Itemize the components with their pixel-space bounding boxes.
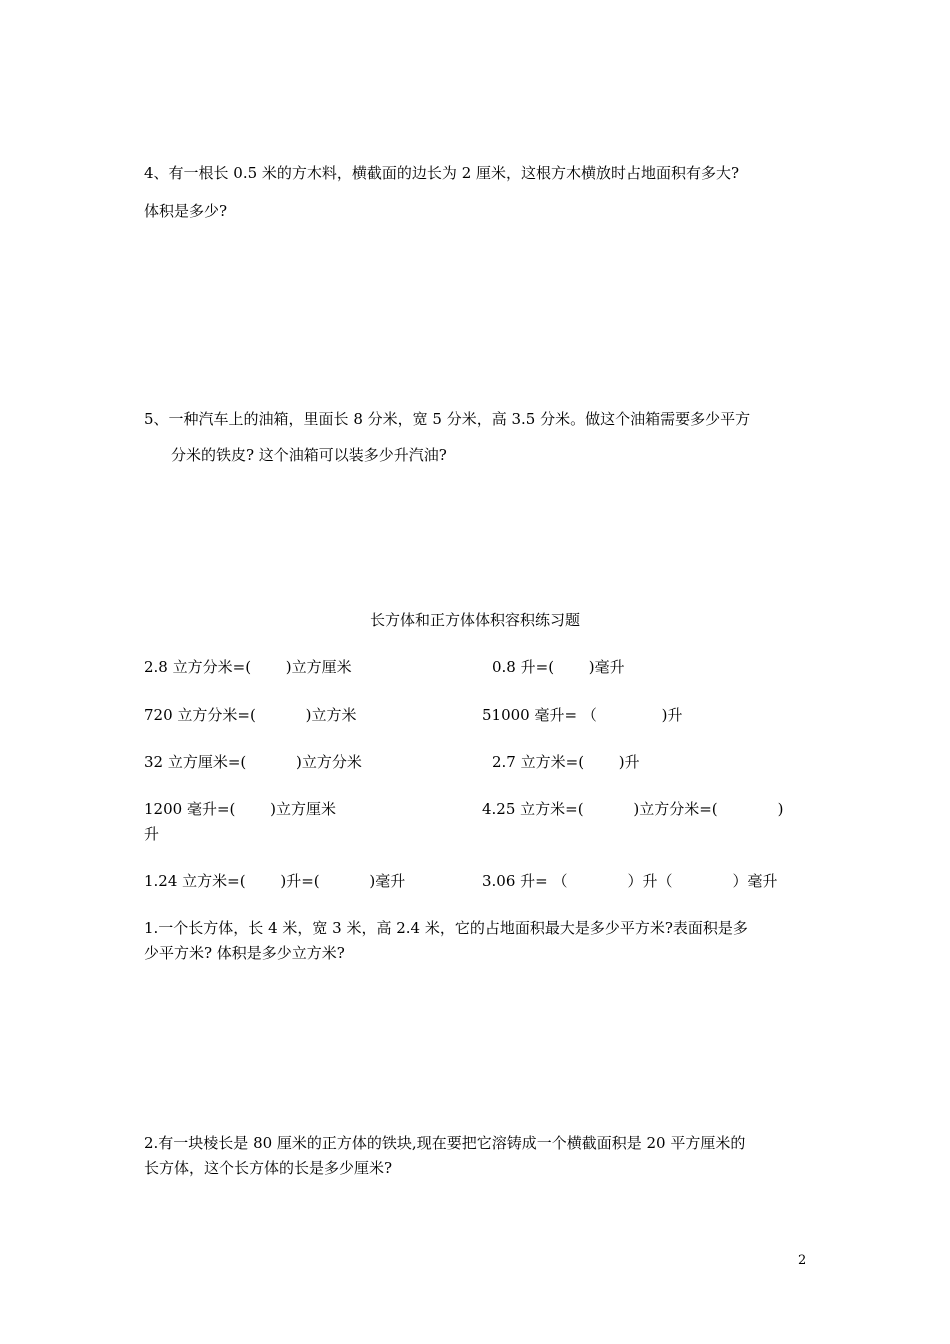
question-1-line-2: 少平方米? 体积是多少立方米? <box>144 944 345 962</box>
problem-5-line-1: 5、一种汽车上的油箱，里面长 8 分米，宽 5 分米，高 3.5 分米。做这个油箱需要多少平方 <box>144 410 751 428</box>
conversion-4-right: 4.25 立方米=( )立方分米=( ) <box>482 800 784 818</box>
problem-4-line-1: 4、有一根长 0.5 米的方木料，横截面的边长为 2 厘米，这根方木横放时占地面积有多大? <box>144 164 740 182</box>
conversion-3-right: 2.7 立方米=( )升 <box>492 753 640 771</box>
conversion-2-right: 51000 毫升= （ )升 <box>482 706 683 724</box>
conversion-4-left: 1200 毫升=( )立方厘米 <box>144 800 336 818</box>
conversion-1-left: 2.8 立方分米=( )立方厘米 <box>144 658 352 676</box>
conversion-4-wrap: 升 <box>144 825 160 843</box>
problem-4-line-2: 体积是多少? <box>144 202 228 220</box>
conversion-3-left: 32 立方厘米=( )立方分米 <box>144 753 362 771</box>
question-2-line-1: 2.有一块棱长是 80 厘米的正方体的铁块,现在要把它溶铸成一个横截面积是 20 平方厘米的 <box>144 1134 746 1152</box>
question-1-line-1: 1.一个长方体，长 4 米，宽 3 米，高 2.4 米，它的占地面积最大是多少平方米?表面积是多 <box>144 919 748 937</box>
conversion-1-right: 0.8 升=( )毫升 <box>492 658 625 676</box>
conversion-5-right: 3.06 升= （ ）升（ ）毫升 <box>482 872 778 890</box>
conversion-2-left: 720 立方分米=( )立方米 <box>144 706 357 724</box>
page-number: 2 <box>798 1253 807 1268</box>
conversion-5-left: 1.24 立方米=( )升=( )毫升 <box>144 872 406 890</box>
problem-5-line-2: 分米的铁皮? 这个油箱可以装多少升汽油? <box>171 446 447 464</box>
question-2-line-2: 长方体，这个长方体的长是多少厘米? <box>144 1159 393 1177</box>
section-title: 长方体和正方体体积容积练习题 <box>369 611 580 629</box>
